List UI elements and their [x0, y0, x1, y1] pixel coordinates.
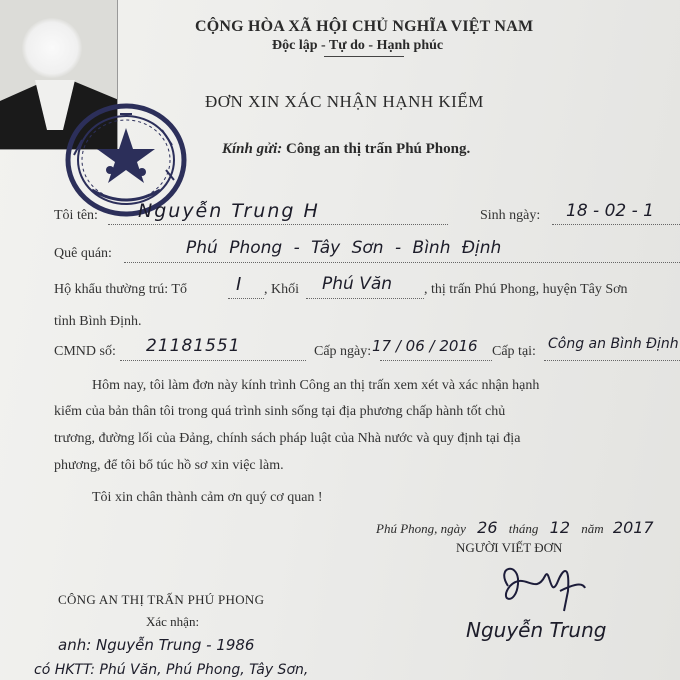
- dob-label: Sinh ngày:: [480, 208, 541, 223]
- signer-title: NGƯỜI VIẾT ĐƠN: [456, 540, 563, 555]
- id-label: CMND số:: [54, 344, 116, 359]
- block-value: Phú Văn: [322, 274, 393, 294]
- handwritten-signature: [490, 556, 590, 616]
- body-line-4: phương, để tôi bổ túc hồ sơ xin việc làm.: [54, 458, 284, 473]
- name-label: Tôi tên:: [54, 208, 98, 223]
- issue-place-value: Công an Bình Định: [548, 336, 679, 352]
- name-value: Nguyễn Trung H: [138, 200, 320, 222]
- date-day: 26: [477, 518, 498, 537]
- group-dots: [228, 298, 264, 299]
- date-month-label: tháng: [508, 521, 539, 536]
- issue-date-value: 17 / 06 / 2016: [372, 337, 478, 355]
- id-value: 21181551: [146, 336, 241, 356]
- name-dots: [108, 224, 448, 225]
- body-line-2: kiểm của bản thân tôi trong quá trình sinh sống tại địa phương chấp hành tốt chủ: [54, 404, 506, 419]
- signature-name: Nguyễn Trung: [466, 618, 607, 642]
- issue-date-label: Cấp ngày:: [314, 344, 372, 359]
- issue-place-dots: [544, 360, 680, 361]
- hometown-dots: [124, 262, 680, 263]
- province-line: tỉnh Bình Định.: [54, 314, 142, 329]
- dob-value: 18 - 02 - 1: [566, 201, 654, 221]
- republic-header: CỘNG HÒA XÃ HỘI CHỦ NGHĨA VIỆT NAM: [195, 18, 534, 35]
- issue-date-dots: [380, 360, 492, 361]
- thanks-line: Tôi xin chân thành cảm ơn quý cơ quan !: [92, 490, 323, 505]
- issue-place-label: Cấp tại:: [492, 344, 536, 359]
- block-dots: [306, 298, 424, 299]
- residence-rest: , thị trấn Phú Phong, huyện Tây Sơn: [424, 282, 628, 297]
- motto-underline: [324, 56, 404, 57]
- date-year: 2017: [612, 518, 654, 537]
- recipient-value: Công an thị trấn Phú Phong.: [286, 141, 471, 157]
- date-year-label: năm: [581, 521, 604, 536]
- residence-label: Hộ khẩu thường trú: Tổ: [54, 282, 187, 297]
- body-line-3: trương, đường lối của Đảng, chính sách pháp luật của Nhà nước và quy định tại địa: [54, 431, 521, 446]
- police-note-line-1: anh: Nguyễn Trung - 1986: [58, 636, 255, 654]
- hometown-value: Phú Phong - Tây Sơn - Bình Định: [186, 238, 502, 258]
- date-place-prefix: Phú Phong, ngày: [376, 521, 466, 536]
- body-line-1: Hôm nay, tôi làm đơn này kính trình Công an thị trấn xem xét và xác nhận hạnh: [92, 378, 540, 393]
- police-name: CÔNG AN THỊ TRẤN PHÚ PHONG: [58, 592, 265, 607]
- police-confirm-label: Xác nhận:: [146, 614, 200, 629]
- date-line: [376, 518, 654, 537]
- police-note-line-2: có HKTT: Phú Văn, Phú Phong, Tây Sơn,: [34, 662, 309, 678]
- national-motto: Độc lập - Tự do - Hạnh phúc: [272, 38, 444, 53]
- recipient-line: [222, 141, 470, 158]
- id-dots: [120, 360, 306, 361]
- group-value: I: [236, 274, 242, 295]
- dob-dots: [552, 224, 680, 225]
- date-month: 12: [549, 518, 570, 537]
- hometown-label: Quê quán:: [54, 246, 112, 261]
- block-label: , Khối: [264, 282, 299, 297]
- recipient-label: Kính gửi:: [222, 141, 283, 157]
- document-title: ĐƠN XIN XÁC NHẬN HẠNH KIỂM: [205, 92, 484, 111]
